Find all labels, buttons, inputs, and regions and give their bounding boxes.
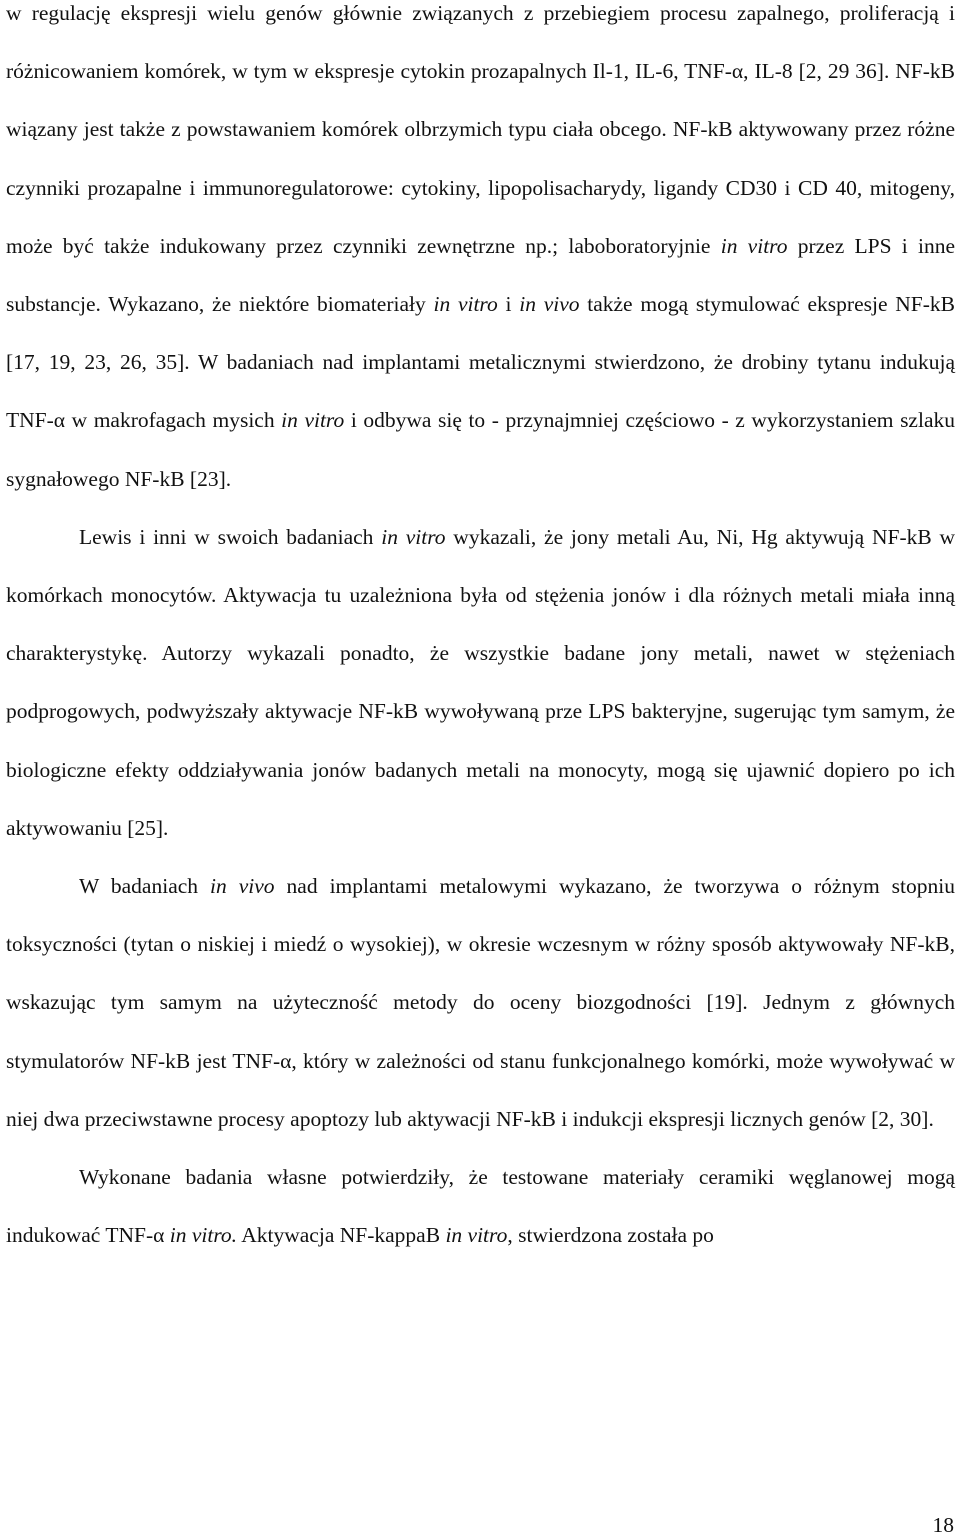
text-run: Wykonane badania własne potwierdziły, że testowane materiały ceramiki węglanowej mogą indukować TNF-α (6, 1165, 955, 1248)
text-run: Lewis i inni w swoich badaniach (79, 524, 382, 549)
italic-run: in vitro (433, 292, 498, 317)
text-run: przez LPS i inne substancje. Wykazano, że niektóre biomateriały (6, 233, 955, 317)
italic-run: in vitro (381, 524, 446, 549)
page-number: 18 (932, 1513, 954, 1537)
document-page (6, 0, 955, 1264)
text-run: Aktywacja NF-kappaB (237, 1223, 446, 1248)
italic-run: in vitro (445, 1223, 508, 1248)
text-run: w regulację ekspresji wielu genów głównie związanych z przebiegiem procesu zapalnego, proliferacją i różnicowaniem komórek, w tym w ekspresje cytokin prozapalnych Il-1, IL-6, TNF-α, IL-8 [2, 29 36]. NF-kB wiązany jest także z powstawaniem komórek olbrzymich typu ciała obcego. NF-kB aktywowany przez różne czynniki prozapalne i immunoregulatorowe: cytokiny, lipopolisacharydy, ligandy CD30 i CD 40, mitogeny, może być także indukowany przez czynniki zewnętrzne np.; laboboratoryjnie (6, 1, 955, 258)
text-run: wykazali, że jony metali Au, Ni, Hg aktywują NF-kB w komórkach monocytów. Aktywacja tu uzależniona była od stężenia jonów i dla różnych metali miała inną charakterystykę. Autorzy wykazali ponadto, że wszystkie badane jony metali, nawet w stężeniach podprogowych, podwyższały aktywacje NF-kB wywoływaną prze LPS bakteryjne, sugerując tym samym, że biologiczne efekty oddziaływania jonów badanych metali na monocyty, mogą się ujawnić dopiero po ich aktywowaniu [25]. (6, 524, 955, 840)
paragraph-4 (6, 1148, 955, 1264)
italic-run: in vitro (281, 408, 345, 433)
text-run: i (497, 292, 520, 317)
paragraph-2 (6, 508, 955, 857)
paragraph-1 (6, 0, 955, 508)
text-run: nad implantami metalowymi wykazano, że tworzywa o różnym stopniu toksyczności (tytan o niskiej i miedź o wysokiej), w okresie wczesnym w różny sposób aktywowały NF-kB, wskazując tym samym na użyteczność metody do oceny biozgodności [19]. Jednym z głównych stymulatorów NF-kB jest TNF-α, który w zależności od stanu funkcjonalnego komórki, może wywoływać w niej dwa przeciwstawne procesy apoptozy lub aktywacji NF-kB i indukcji ekspresji licznych genów [2, 30]. (6, 874, 955, 1131)
text-run: , stwierdzona została po (507, 1223, 714, 1248)
italic-run: in vitro (720, 233, 788, 258)
paragraph-3 (6, 857, 955, 1148)
italic-run: in vivo (210, 874, 275, 899)
text-run: także mogą stymulować ekspresje NF-kB [17, 19, 23, 26, 35]. W badaniach nad implantami metalicznymi stwierdzono, że drobiny tytanu indukują TNF-α w makrofagach mysich (6, 292, 955, 433)
italic-run: in vivo (519, 292, 580, 317)
italic-run: in vitro. (169, 1223, 238, 1248)
text-run: i odbywa się to - przynajmniej częściowo - z wykorzystaniem szlaku sygnałowego NF-kB [23]. (6, 408, 955, 491)
text-run: W badaniach (79, 874, 211, 899)
